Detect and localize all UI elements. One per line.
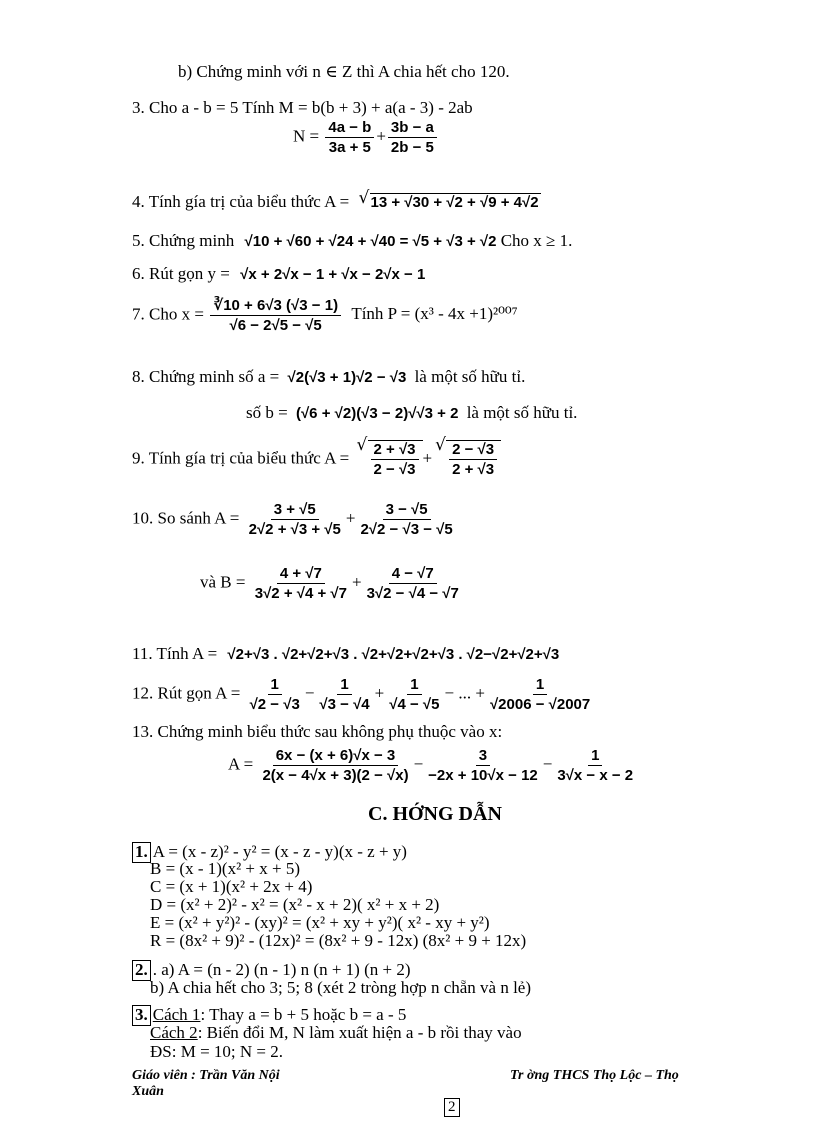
problem-3-n: N = $\frac{4a - b}{3a + 5}$ + $\frac{3b - a}{2b - 5}$	[293, 120, 439, 155]
numerator: ∛10 + 6√3 (√3 − 1)	[210, 298, 341, 316]
problem-11-label: 11. Tính A =	[132, 644, 218, 663]
line-b-proof: b) Chứng minh với n ∈ Z thì A chia hết cho 120.	[178, 62, 510, 81]
fraction	[364, 566, 462, 601]
denominator: 2√2 + √3 + √5	[248, 521, 341, 538]
problem-7-tail: Tính P = (x³ - 4x +1)²⁰⁰⁷	[351, 304, 518, 324]
footer-teacher: Giáo viên : Trần Văn Nội	[132, 1068, 280, 1083]
fraction	[252, 566, 350, 601]
denominator: 3√2 + √4 + √7	[254, 585, 347, 602]
answer-2-line: b) A chia hết cho 3; 5; 8 (xét 2 tròng hợp n chẵn và n lẻ)	[150, 978, 532, 997]
problem-8b-expression: (√6 + √2)(√3 − 2)√√3 + 2	[295, 405, 459, 422]
answer-1-number: 1.	[132, 842, 151, 863]
method-2-label: Cách 2	[150, 1023, 198, 1042]
fraction	[259, 748, 411, 783]
numerator: 4 + √7	[277, 566, 325, 584]
problem-10: 10. So sánh A = $\frac{3 + √5}{2√2 + √3 + √5}$ + $\frac{3 - √5}{2√2 - √3 - √5}$	[132, 502, 458, 537]
answer-1-line: C = (x + 1)(x² + 2x + 4)	[150, 877, 313, 896]
answer-1-line: R = (8x² + 9)² - (12x)² = (8x² + 9 - 12x) (8x² + 9 + 12x)	[150, 931, 527, 950]
problem-12: 12. Rút gọn A = $\frac{1}{√2 - √3}$ − $\frac{1}{√3 - √4}$ + $\frac{1}{√4 - √5}$ − ... + $\frac{1}{√2006 - √2007}$	[132, 677, 595, 712]
denominator: −2x + 10√x − 12	[428, 767, 538, 784]
denominator: 3√2 − √4 − √7	[366, 585, 459, 602]
n-label: N =	[293, 126, 320, 146]
numerator: 4 − √7	[389, 566, 437, 584]
denominator: 2 + √3	[452, 461, 495, 478]
problem-10-label: 10. So sánh A =	[132, 508, 240, 528]
answer-2-line: . a) A = (n - 2) (n - 1) n (n + 1) (n + 2)	[152, 960, 411, 979]
problem-5-tail: Cho x ≥ 1.	[500, 231, 573, 250]
problem-10b: và B = $\frac{4 + √7}{3√2 + √4 + √7}$ + $\frac{4 - √7}{3√2 - √4 - √7}$	[200, 566, 464, 601]
fraction	[388, 120, 437, 155]
section-heading: C. HỚNG DẪN	[368, 803, 502, 825]
problem-4	[132, 193, 541, 210]
answer-3-method-2	[150, 1024, 522, 1041]
problem-8b-tail: là một số hữu tỉ.	[466, 403, 578, 422]
numerator: √ 2 + √3	[371, 442, 419, 460]
problem-8b-label: số b =	[246, 403, 288, 422]
answer-1-line: B = (x - 1)(x² + x + 5)	[150, 859, 301, 878]
numerator: 1	[337, 677, 351, 695]
problem-4-expression: √ 13 + √30 + √2 + √9 + 4√2	[370, 193, 541, 210]
fraction	[449, 442, 497, 477]
problem-10b-label: và B =	[200, 572, 246, 592]
sqrt	[368, 440, 423, 477]
footer-school: Tr ờng THCS Thọ Lộc – Thọ	[510, 1068, 679, 1083]
fraction	[325, 120, 374, 155]
page-number: 2	[444, 1098, 460, 1117]
answer-1-line: E = (x² + y²)² - (xy)² = (x² + xy + y²)( x² - xy + y²)	[150, 913, 490, 932]
problem-8b	[246, 404, 577, 421]
answer-3-result: ĐS: M = 10; N = 2.	[150, 1042, 283, 1061]
numerator: 1	[588, 748, 602, 766]
footer-school-cont: Xuân	[132, 1084, 164, 1099]
method-1-label: Cách 1	[152, 1005, 201, 1024]
denominator: √3 − √4	[319, 696, 370, 713]
denominator: 2(x − 4√x + 3)(2 − √x)	[262, 767, 409, 784]
denominator: 2b − 5	[390, 139, 434, 156]
method-1-text: : Thay a = b + 5 hoặc b = a - 5	[200, 1005, 407, 1024]
dots: − ... +	[444, 683, 485, 703]
problem-9-label: 9. Tính gía trị của biểu thức A =	[132, 448, 350, 468]
problem-9: 9. Tính gía trị của biểu thức A = √ $\frac{2 + √3}{2 - √3}$ + √ $\frac{2 - √3}{2 + √3}$	[132, 440, 501, 477]
fraction	[386, 677, 442, 712]
problem-7-label: 7. Cho x =	[132, 304, 204, 324]
answer-1-line: D = (x² + 2)² - x² = (x² - x + 2)( x² + x + 2)	[150, 895, 440, 914]
fraction	[316, 677, 372, 712]
problem-4-label: 4. Tính gía trị của biểu thức A =	[132, 192, 350, 211]
denominator: √6 − 2√5 − √5	[229, 317, 322, 334]
problem-8	[132, 368, 525, 385]
numerator: 3 + √5	[271, 502, 319, 520]
numerator: 6x − (x + 6)√x − 3	[273, 748, 399, 766]
problem-11	[132, 645, 559, 662]
answer-1-line: A = (x - z)² - y² = (x - z - y)(x - z + y)	[152, 842, 407, 861]
numerator: 1	[407, 677, 421, 695]
method-2-text: : Biến đổi M, N làm xuất hiện a - b rồi thay vào	[197, 1023, 522, 1042]
problem-7	[132, 298, 518, 333]
denominator: 2√2 − √3 − √5	[360, 521, 453, 538]
denominator: 2 − √3	[373, 461, 416, 478]
fraction	[357, 502, 455, 537]
answer-3-number: 3.	[132, 1005, 151, 1026]
problem-6	[132, 265, 425, 282]
fraction	[371, 442, 419, 477]
fraction	[487, 677, 593, 712]
problem-8-label: 8. Chứng minh số a =	[132, 367, 280, 386]
a-label: A =	[228, 754, 254, 774]
fraction	[210, 298, 341, 333]
denominator: 3√x − x − 2	[557, 767, 634, 784]
problem-13: 13. Chứng minh biểu thức sau không phụ thuộc vào x:	[132, 722, 503, 741]
denominator: √2 − √3	[249, 696, 300, 713]
denominator: 3a + 5	[328, 139, 371, 156]
numerator: 4a − b	[325, 120, 374, 138]
fraction	[246, 502, 344, 537]
problem-12-label: 12. Rút gọn A =	[132, 683, 241, 703]
numerator: 3 − √5	[383, 502, 431, 520]
fraction	[247, 677, 303, 712]
problem-5-label: 5. Chứng minh	[132, 231, 235, 250]
denominator: √4 − √5	[389, 696, 440, 713]
answer-2-number: 2.	[132, 960, 151, 981]
numerator: 1	[268, 677, 282, 695]
problem-5	[132, 232, 572, 249]
problem-13-expression: A = $\frac{6x - (x + 6)√x - 3}{2(x - 4√x + 3)(2 - √x)}$ − $\frac{3}{-2x + 10√x - 12}$ − $\frac{1}{3√x - x - 2}$	[228, 748, 638, 783]
numerator: 3b − a	[388, 120, 437, 138]
problem-3: 3. Cho a - b = 5 Tính M = b(b + 3) + a(a - 3) - 2ab	[132, 98, 473, 117]
problem-6-label: 6. Rút gọn y =	[132, 264, 230, 283]
denominator: √2006 − √2007	[489, 696, 591, 713]
problem-8-expression: √2(√3 + 1)√2 − √3	[287, 369, 407, 386]
fraction	[425, 748, 541, 783]
numerator: √ 2 − √3	[449, 442, 497, 460]
numerator: 3	[476, 748, 490, 766]
sqrt	[446, 440, 501, 477]
problem-8-tail: là một số hữu tỉ.	[414, 367, 526, 386]
numerator: 1	[533, 677, 547, 695]
problem-5-expression: √10 + √60 + √24 + √40 = √5 + √3 + √2	[244, 233, 497, 250]
problem-11-expression: √2+√3 . √2+√2+√3 . √2+√2+√2+√3 . √2−√2+√2+√3	[227, 646, 560, 663]
problem-6-expression: √x + 2√x − 1 + √x − 2√x − 1	[240, 266, 426, 283]
fraction	[554, 748, 636, 783]
